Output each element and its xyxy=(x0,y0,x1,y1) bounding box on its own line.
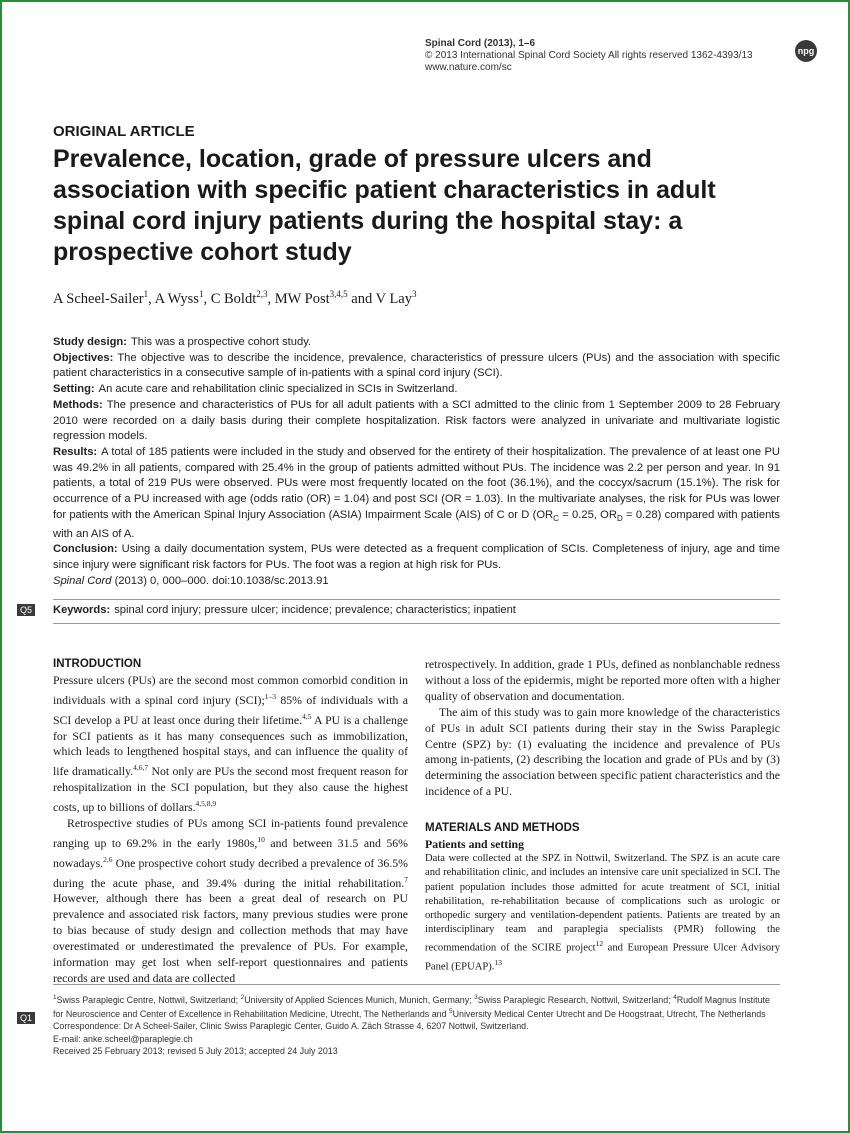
query-tag[interactable]: Q1 xyxy=(17,1012,35,1024)
abstract-text-part: = 0.25, OR xyxy=(558,508,617,521)
subsection-heading: Patients and setting xyxy=(425,837,524,852)
abstract-text: This was a prospective cohort study. xyxy=(130,336,312,348)
text: Retrospective studies of PUs among SCI in-patients found prevalence ranging up to 69.2% in the early 1980s, xyxy=(53,815,408,850)
author-name: A Wyss xyxy=(154,290,199,307)
author-separator: and xyxy=(347,290,376,307)
abstract-methods xyxy=(53,398,780,445)
citation-journal: Spinal Cord xyxy=(53,574,112,587)
abstract-label: Results: xyxy=(53,445,98,458)
abstract-setting xyxy=(53,382,780,398)
title-line: prospective cohort study xyxy=(53,238,352,266)
affiliation: Swiss Paraplegic Centre, Nottwil, Switzerland; xyxy=(56,994,241,1005)
author-separator: , xyxy=(148,290,155,307)
abstract-text: The presence and characteristics of PUs for all adult patients with a SCI admitted to the clinic from 1 September 2009 to 28 February 2010 were recorded on a daily basis during their complete hospitalization. Risk factors were analyzed in univariate and multivariate logistic regression models. xyxy=(53,398,780,443)
abstract-text xyxy=(53,446,780,540)
author-name: A Scheel-Sailer xyxy=(53,290,144,307)
article-citation xyxy=(53,574,780,590)
abstract xyxy=(53,335,780,589)
affiliation: University of Applied Sciences Munich, Munich, Germany; xyxy=(244,994,475,1005)
affiliation: Rudolf Magnus Institute for Neuroscience and Center of Excellence in Rehabilitation Medicine, Utrecht, The Netherlands and xyxy=(53,994,770,1020)
text: A PU is a challenge for SCI patients as it has many consequences such as immobilization, which leads to lengthened hospital stays, and can influence the quality of life dramatically. xyxy=(53,712,409,779)
affiliations xyxy=(53,992,780,1020)
divider xyxy=(53,984,780,985)
reference[interactable]: 4,6,7 xyxy=(133,763,149,773)
abstract-text: An acute care and rehabilitation clinic specialized in SCIs in Switzerland. xyxy=(98,383,458,396)
abstract-text: Using a daily documentation system, PUs were detected as a frequent complication of SCIs. Completeness of injury, age and time since injury were significant risk factors for PUs. The foot was a region at high risk for PUs. xyxy=(53,543,780,572)
abstract-conclusion xyxy=(53,542,780,573)
reference[interactable]: 1–3 xyxy=(264,691,276,701)
paragraph xyxy=(53,816,408,987)
aff-number: 1 xyxy=(53,994,57,1001)
text: However, although there has been a great deal of research on PU prevalence and associated risk factors, many previous studies were prone to bias because of study design and collection methods that may have overestimated or underestimated the prevalence of PUs. For example, information may get lost when self-report questionnaires and patients records are used and data are collected xyxy=(53,891,408,985)
correspondence: Correspondence: Dr A Scheel-Sailer, Clinic Swiss Paraplegic Center, Guido A. Zäch Strasse 4, 6207 Nottwil, Switzerland. xyxy=(53,1021,529,1032)
reference[interactable]: 4,5 xyxy=(302,711,312,721)
keywords-label: Keywords: xyxy=(53,604,111,616)
author-affiliation: 1 xyxy=(143,289,149,299)
author-name: V Lay xyxy=(375,290,412,307)
author-list xyxy=(53,289,417,308)
abstract-text-part: = 0.28) compared with patients with an AIS of A. xyxy=(53,508,781,540)
section-heading: INTRODUCTION xyxy=(53,658,142,670)
abstract-text-part: A total of 185 patients were included in the study and observed for the entirety of their hospitalization. The prevalence of at least one PU was 49.2% in all patients, compared with 25.4% in the group of patients admitted without PUs. The incidence was 2.2 per person and year. In 91 patients, a total of 219 PUs were observed. PUs were most frequently located on the foot (36.1%), and the coccyx/sacrum (15.1%). The risk for occurrence of a PU increased with age (odds ratio (OR) = 1.04) and post SCI (OR = 1.03). In the multivariate analyses, the risk for PUs was lower for patients with the American Spinal Injury Association (ASIA) Impairment Scale (AIS) of C or D (OR xyxy=(53,445,780,521)
left-column xyxy=(53,657,408,987)
subscript: D xyxy=(616,513,623,523)
paragraph: The aim of this study was to gain more knowledge of the characteristics of PUs in adult SCI patients during their stay in the Swiss Paraplegic Centre (SPZ) by: (1) evaluating the incidence and prevalence of PUs among in-patients, (2) describing the location and grade of PUs and by (3) determining the association between specific patient characteristics and the incidence of a PU. xyxy=(425,704,780,799)
footnotes xyxy=(53,992,780,1057)
abstract-label: Methods: xyxy=(53,398,103,411)
reference[interactable]: 4,5,8,9 xyxy=(195,799,217,809)
keywords xyxy=(53,604,516,616)
text: 85% of individuals with a SCI develop a PU at least once during their lifetime. xyxy=(53,692,408,727)
abstract-label: Study design: xyxy=(53,336,127,348)
author-affiliation: 1 xyxy=(198,289,204,299)
abstract-objectives xyxy=(53,351,780,382)
title-line: spinal cord injury patients during the hospital stay: a xyxy=(53,207,683,235)
text: One prospective cohort study decribed a prevalence of 36.5% during the acute phase, and 39.4% during the initial rehabilitation. xyxy=(53,855,408,890)
author-separator: , xyxy=(203,290,211,307)
paragraph xyxy=(53,673,408,816)
subscript: C xyxy=(553,513,559,523)
aff-number: 5 xyxy=(448,1008,453,1016)
abstract-label: Setting: xyxy=(53,383,95,396)
aff-number: 4 xyxy=(673,994,677,1001)
author-separator: , xyxy=(267,290,275,307)
divider xyxy=(53,599,780,600)
text: Data were collected at the SPZ in Nottwil, Switzerland. The SPZ is an acute care and rehabilitation clinic, and includes an intensive care unit specialized in SCI. The patient population includes those admitted for acute treatment of SCI, initial rehabilitation, re-rehabilitation because of complications such as urologic or orthopedic surgery and ventilation-dependent patients. Patients are treated by an interdisciplinary team and paraplegia specialists (PMR) following the recommendation of the SCIRE project xyxy=(425,853,780,954)
email[interactable]: E-mail: anke.scheel@paraplegie.ch xyxy=(53,1033,193,1044)
divider xyxy=(53,623,780,624)
reference[interactable]: 13 xyxy=(494,958,502,968)
paragraph xyxy=(425,852,780,975)
text: and between 31.5 and 56% nowadays. xyxy=(53,835,408,870)
author-affiliation: 2,3 xyxy=(256,289,268,299)
text: Not only are PUs the second most frequent reason for rehospitalization in the SCI population, but they also cause the highest costs, up to billions of dollars. xyxy=(53,764,408,815)
affiliation: Swiss Paraplegic Research, Nottwil, Switzerland; xyxy=(477,994,674,1005)
author-name: C Boldt xyxy=(210,290,257,307)
title-line: association with specific patient characteristics in adult xyxy=(53,176,716,204)
abstract-label: Conclusion: xyxy=(53,543,118,556)
right-column xyxy=(425,657,780,975)
journal-citation: Spinal Cord (2013), 1–6 xyxy=(425,38,536,49)
copyright-line: © 2013 International Spinal Cord Society All rights reserved 1362-4393/13 xyxy=(425,50,753,61)
aff-number: 3 xyxy=(474,994,478,1001)
abstract-text: The objective was to describe the incidence, prevalence, characteristics of pressure ulcers (PUs) and the association with specific patient characteristics in a consecutive sample of in-patients with a spinal cord injury (SCI). xyxy=(53,351,780,380)
query-tag[interactable]: Q5 xyxy=(17,604,35,616)
reference[interactable]: 10 xyxy=(257,834,265,844)
article-title xyxy=(53,144,813,268)
affiliation: University Medical Center Utrecht and De Hoogstraat, Utrecht, The Netherlands xyxy=(452,1009,766,1020)
reference[interactable]: 2,6 xyxy=(103,854,113,864)
reference[interactable]: 7 xyxy=(404,874,408,884)
npg-logo-icon: npg xyxy=(795,40,817,62)
paragraph: retrospectively. In addition, grade 1 PUs, defined as nonblanchable redness without a loss of the epidermis, might be reported more often with a higher quality of observation and documentation. xyxy=(425,657,780,703)
article-type-label: ORIGINAL ARTICLE xyxy=(53,123,195,140)
abstract-results xyxy=(53,445,780,542)
journal-header xyxy=(425,38,785,74)
journal-url[interactable]: www.nature.com/sc xyxy=(425,62,512,73)
author-name: MW Post xyxy=(274,290,330,307)
abstract-design xyxy=(53,335,780,351)
reference[interactable]: 12 xyxy=(595,939,604,949)
text: and European Pressure Ulcer Advisory Panel (EPUAP). xyxy=(425,942,780,973)
aff-number: 2 xyxy=(240,994,245,1001)
author-affiliation: 3,4,5 xyxy=(329,289,348,299)
citation-details[interactable]: (2013) 0, 000–000. doi:10.1038/sc.2013.91 xyxy=(111,574,329,587)
keywords-text: spinal cord injury; pressure ulcer; incidence; prevalence; characteristics; inpatient xyxy=(114,604,516,616)
author-affiliation: 3 xyxy=(412,289,417,299)
received-dates: Received 25 February 2013; revised 5 July 2013; accepted 24 July 2013 xyxy=(53,1045,338,1056)
text: Pressure ulcers (PUs) are the second most common comorbid condition in individuals with a spinal cord injury (SCI); xyxy=(53,673,408,707)
section-heading: MATERIALS AND METHODS xyxy=(425,822,580,835)
title-line: Prevalence, location, grade of pressure ulcers and xyxy=(53,145,652,173)
abstract-label: Objectives: xyxy=(53,351,114,364)
